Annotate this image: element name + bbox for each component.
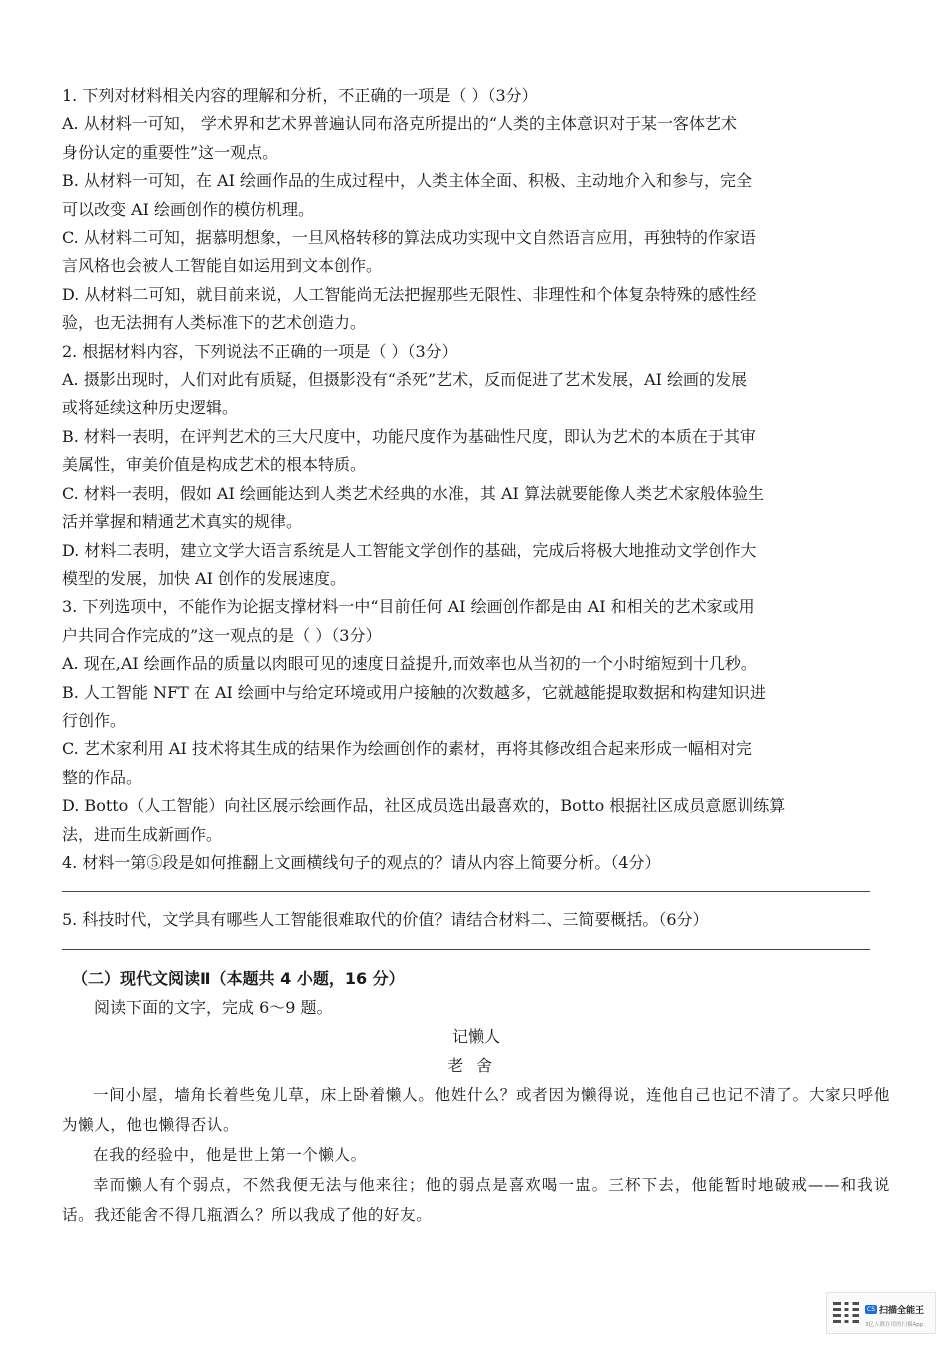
story-title: 记懒人 — [451, 1027, 500, 1047]
story-paragraph-2: 在我的经验中，他是世上第一个懒人。 — [93, 1146, 367, 1165]
question-1-option-c: C. 从材料二可知，据慕明想象，一旦风格转移的算法成功实现中文自然语言应用，再独特的作家语 — [62, 228, 756, 248]
question-2-option-c-cont: 活并掌握和精通艺术真实的规律。 — [62, 512, 303, 532]
story-author — [62, 1051, 890, 1080]
question-3 — [62, 593, 890, 849]
watermark-badge: CS — [867, 1305, 875, 1313]
story-paragraph-1: 一间小屋，墙角长着些兔儿草，床上卧着懒人。他姓什么？或者因为懒得说，连他自己也记不清了。大家只呼他为懒人，他也懒得否认。 — [62, 1086, 890, 1135]
question-1-option-c-cont: 言风格也会被人工智能自如运用到文本创作。 — [62, 256, 383, 276]
scanner-watermark — [826, 1292, 936, 1334]
question-2-option-b: B. 材料一表明，在评判艺术的三大尺度中，功能尺度作为基础性尺度，即认为艺术的本质在于其审 — [62, 426, 756, 446]
question-1-option-d: D. 从材料二可知，就目前来说，人工智能尚无法把握那些无限性、非理性和个体复杂特殊的感性经 — [62, 284, 757, 304]
qr-code-icon — [833, 1300, 859, 1326]
section-title: （二）现代文阅读Ⅱ（本题共 4 小题，16 分） — [72, 968, 405, 988]
question-1-stem: 1. 下列对材料相关内容的理解和分析，不正确的一项是（ ）（3分） — [62, 86, 538, 105]
answer-line — [62, 949, 870, 950]
watermark-text — [865, 1299, 924, 1328]
question-3-option-b: B. 人工智能 NFT 在 AI 绘画中与给定环境或用户接触的次数越多，它就越能提取数据和构建知识进 — [62, 682, 766, 702]
question-5 — [62, 906, 890, 949]
question-4 — [62, 849, 890, 892]
question-3-stem-cont: 户共同合作完成的”这一观点的是（ ）（3分） — [62, 625, 382, 645]
question-2-option-c: C. 材料一表明，假如 AI 绘画能达到人类艺术经典的水准，其 AI 算法就要能像人类艺术家般体验生 — [62, 483, 764, 503]
section-instruction: 阅读下面的文字，完成 6～9 题。 — [94, 997, 333, 1017]
question-1-option-a: A. 从材料一可知， 学术界和艺术界普遍认同布洛克所提出的“人类的主体意识对于某一客体艺术 — [62, 114, 737, 134]
question-3-option-c: C. 艺术家利用 AI 技术将其生成的结果作为绘画创作的素材，再将其修改组合起来形成一幅相对完 — [62, 739, 752, 759]
question-2 — [62, 338, 890, 594]
answer-line — [62, 891, 870, 892]
question-2-option-a: A. 摄影出现时，人们对此有质疑，但摄影没有“杀死”艺术，反而促进了艺术发展，AI 绘画的发展 — [62, 370, 748, 390]
question-2-option-b-cont: 美属性，审美价值是构成艺术的根本特质。 — [62, 455, 367, 475]
question-3-option-d-cont: 法，进而生成新画作。 — [62, 824, 223, 844]
question-1-option-a-cont: 身份认定的重要性”这一观点。 — [62, 142, 279, 162]
watermark-subtitle: 3亿人都在用的扫描App — [865, 1321, 924, 1328]
question-3-option-d: D. Botto（人工智能）向社区展示绘画作品，社区成员选出最喜欢的，Botto 根据社区成员意愿训练算 — [62, 796, 786, 816]
story-paragraph-3: 幸而懒人有个弱点，不然我便无法与他来往；他的弱点是喜欢喝一盅。三杯下去，他能暂时地破戒——和我说话。我还能舍不得几瓶酒么？所以我成了他的好友。 — [62, 1176, 890, 1225]
question-3-option-b-cont: 行创作。 — [62, 710, 127, 730]
question-3-stem: 3. 下列选项中，不能作为论据支撑材料一中“目前任何 AI 绘画创作都是由 AI 和相关的艺术家或用 — [62, 597, 755, 617]
question-4-stem: 4. 材料一第⑤段是如何推翻上文画横线句子的观点的？请从内容上简要分析。（4分） — [62, 852, 661, 872]
question-1-option-b: B. 从材料一可知，在 AI 绘画作品的生成过程中，人类主体全面、积极、主动地介入和参与，完全 — [62, 171, 752, 191]
question-2-option-d: D. 材料二表明，建立文学大语言系统是人工智能文学创作的基础，完成后将极大地推动文学创作大 — [62, 540, 757, 560]
reading-section-2 — [62, 964, 890, 1230]
question-5-stem: 5. 科技时代，文学具有哪些人工智能很难取代的价值？请结合材料二、三简要概括。（6分） — [62, 910, 709, 930]
exam-content — [62, 82, 890, 1230]
question-3-option-c-cont: 整的作品。 — [62, 767, 143, 787]
question-1-option-d-cont: 验，也无法拥有人类标准下的艺术创造力。 — [62, 313, 367, 333]
question-1-option-b-cont: 可以改变 AI 绘画创作的模仿机理。 — [62, 199, 315, 219]
story-author-name: 老舍 — [447, 1056, 505, 1076]
watermark-title: 扫描全能王 — [879, 1305, 925, 1316]
question-2-option-a-cont: 或将延续这种历史逻辑。 — [62, 398, 239, 418]
question-2-option-d-cont: 模型的发展，加快 AI 创作的发展速度。 — [62, 568, 347, 588]
question-3-option-a: A. 现在,AI 绘画作品的质量以肉眼可见的速度日益提升,而效率也从当初的一个小时缩短到十几秒。 — [62, 654, 757, 674]
question-2-stem: 2. 根据材料内容，下列说法不正确的一项是（ ）（3分） — [62, 341, 458, 361]
question-1 — [62, 82, 890, 338]
